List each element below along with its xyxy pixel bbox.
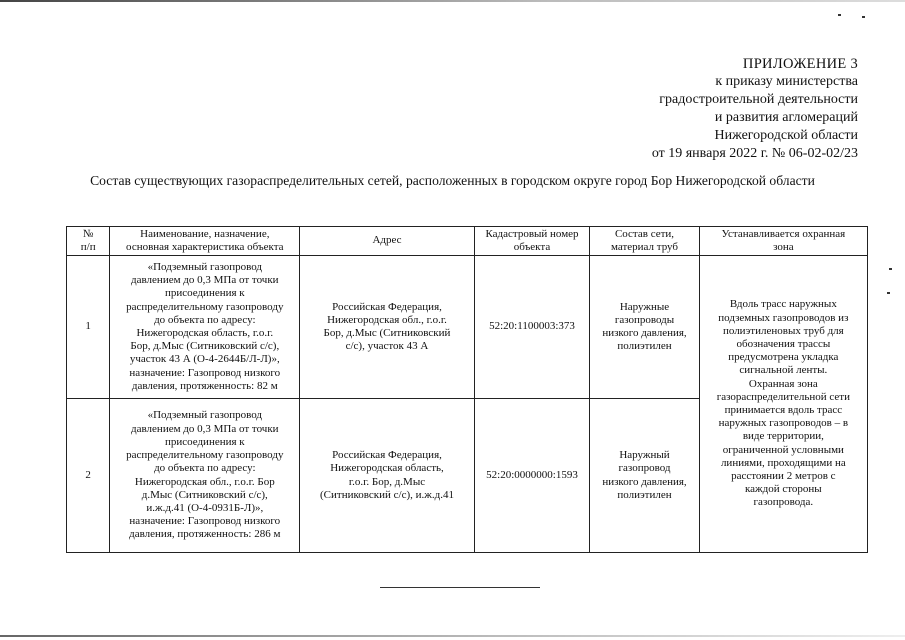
- scan-edge-bottom: [0, 635, 905, 637]
- cell-cadastral: 52:20:0000000:1593: [474, 399, 590, 553]
- appendix-title: ПРИЛОЖЕНИЕ 3: [742, 56, 858, 72]
- cell-cadastral: 52:20:1100003:373: [474, 256, 590, 399]
- document-title: Состав существующих газораспределительных сетей, расположенных в городском округе город Бор Нижегородской области: [90, 173, 815, 188]
- scan-speck: [862, 16, 865, 18]
- header-cadastral: Кадастровый номер объекта: [474, 227, 590, 256]
- table-row: [67, 256, 868, 399]
- appendix-line: к приказу министерства: [715, 74, 858, 89]
- cell-number: 1: [67, 256, 110, 399]
- gas-network-table: [66, 226, 868, 553]
- scan-edge-top: [0, 0, 905, 2]
- cell-composition: Наружные газопроводы низкого давления, полиэтилен: [590, 256, 699, 399]
- footnote-divider: [380, 587, 540, 588]
- scan-speck: [887, 292, 890, 294]
- scan-speck: [838, 14, 841, 16]
- appendix-line: от 19 января 2022 г. № 06-02-02/23: [651, 146, 858, 161]
- cell-name: «Подземный газопровод давлением до 0,3 МПа от точки присоединения к распределительному газопроводу до объекта по адресу: Нижегородская область, г.о.г. Бор, д.Мыс (Ситниковский с/с), участок 43 А (О-4-2644Б/Л-Л)», назначение: Газопровод низкого давления, протяженность: 82 м: [110, 256, 300, 399]
- header-address: Адрес: [300, 227, 474, 256]
- header-composition: Состав сети, материал труб: [590, 227, 699, 256]
- cell-number: 2: [67, 399, 110, 553]
- scan-speck: [889, 268, 892, 270]
- header-number: № п/п: [67, 227, 110, 256]
- cell-name: «Подземный газопровод давлением до 0,3 МПа от точки присоединения к распределительному газопроводу до объекта по адресу: Нижегородская обл., г.о.г. Бор д.Мыс (Ситниковский с/с), и.ж.д.41 (О-4-0931Б-Л)», назначение: Газопровод низкого давления, протяженность: 286 м: [110, 399, 300, 553]
- cell-protection-zone: Вдоль трасс наружных подземных газопроводов из полиэтиленовых труб для обозначения трассы предусмотрена укладка сигнальной ленты. Охранная зона газораспределительной сети принимается вдоль трасс наружных газопроводов – в виде территории, ограниченной условными линиями, проходящими на расстоянии 2 метров с каждой стороны газопровода.: [699, 256, 867, 553]
- table-header-row: [67, 227, 868, 256]
- appendix-line: и развития агломераций: [714, 110, 858, 125]
- cell-address: Российская Федерация, Нижегородская обл., г.о.г. Бор, д.Мыс (Ситниковский с/с), участок 43 А: [300, 256, 474, 399]
- cell-address: Российская Федерация, Нижегородская область, г.о.г. Бор, д.Мыс (Ситниковский с/с), и.ж.д.41: [300, 399, 474, 553]
- header-name: Наименование, назначение, основная характеристика объекта: [110, 227, 300, 256]
- header-zone: Устанавливается охранная зона: [699, 227, 867, 256]
- appendix-line: градостроительной деятельности: [659, 92, 858, 107]
- cell-composition: Наружный газопровод низкого давления, полиэтилен: [590, 399, 699, 553]
- appendix-line: Нижегородской области: [714, 128, 858, 143]
- appendix-block: [652, 55, 858, 163]
